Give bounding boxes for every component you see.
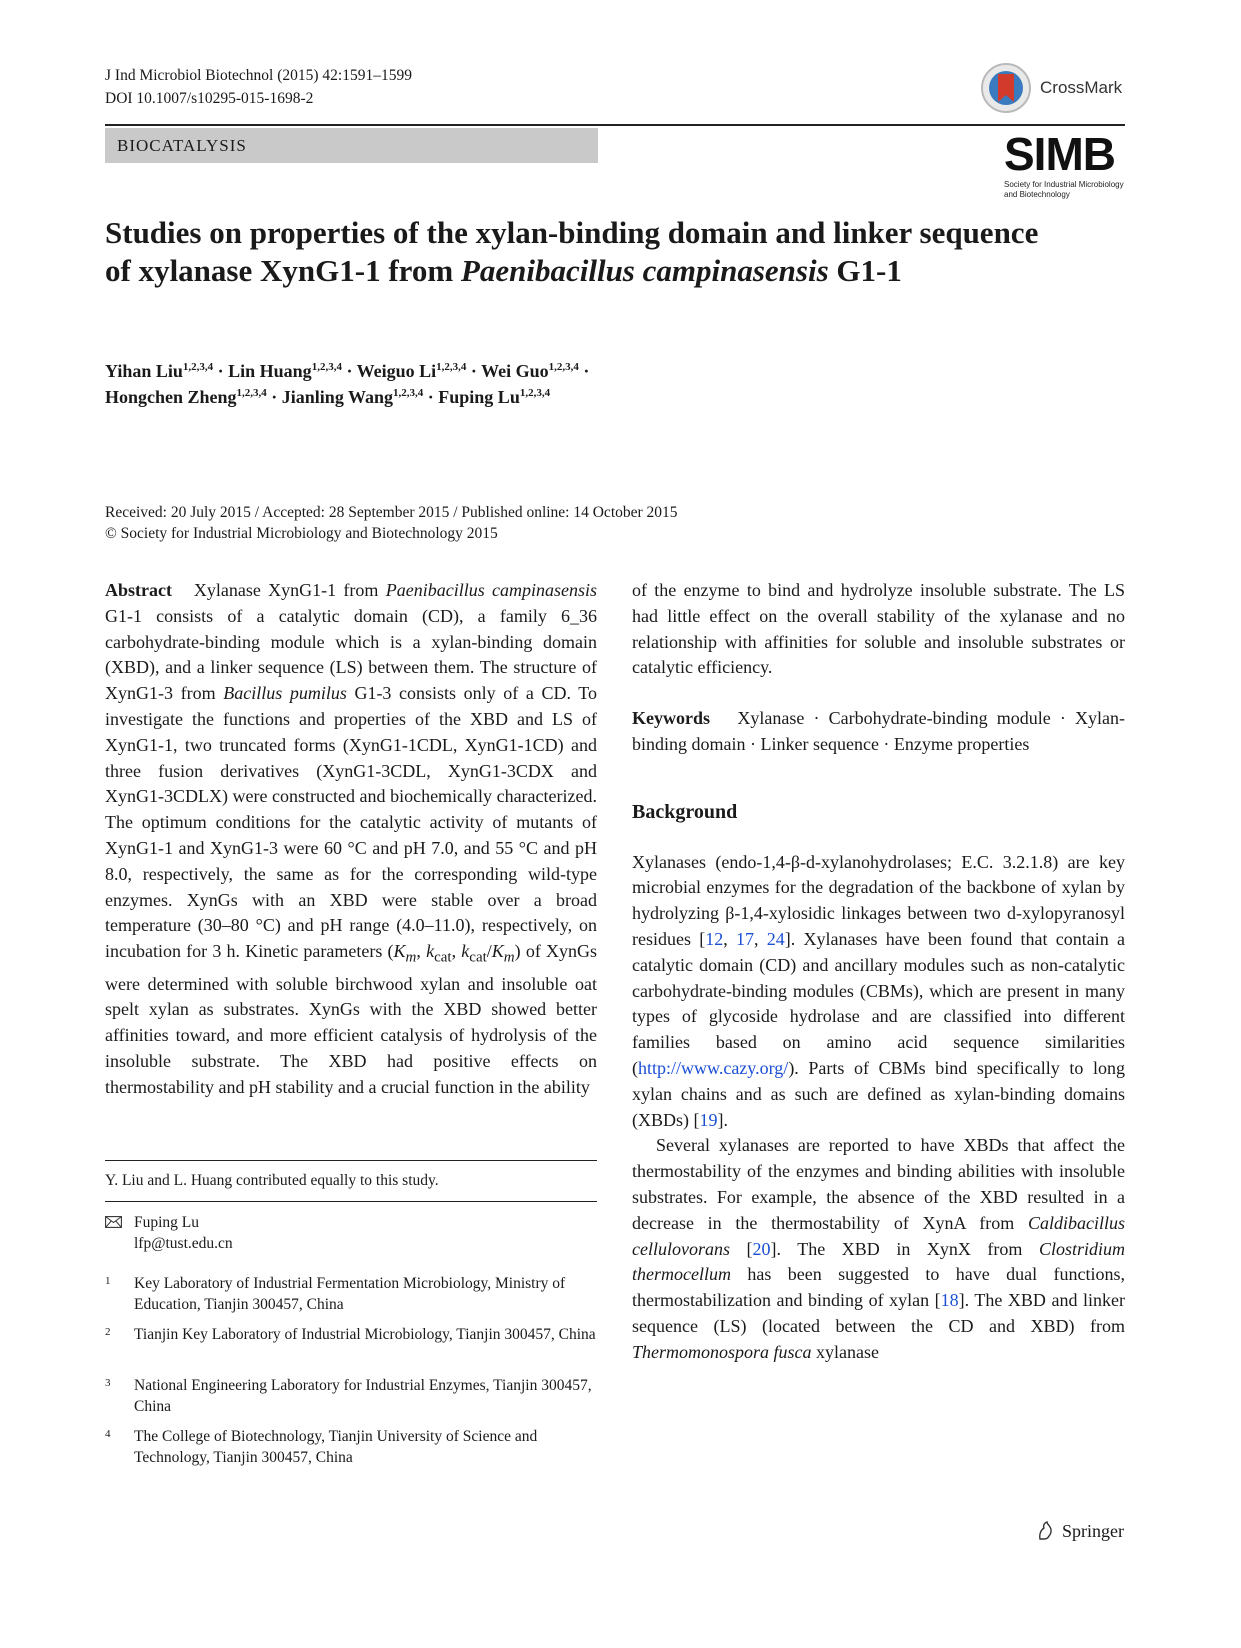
copyright-line: © Society for Industrial Microbiology and Biotechnology 2015 [105,525,498,542]
abstract-label: Abstract [105,580,172,600]
abstract-i1: Paenibacillus campinasensis [385,580,597,600]
kcat-symbol-2: k [461,941,470,962]
author-name[interactable]: Lin Huang [228,361,312,381]
doi-line: DOI 10.1007/s10295-015-1698-2 [105,90,314,107]
bg-p2-d: has been suggested to have dual functions, thermostabilization and binding of xylan [ [632,1264,1125,1311]
bg-p1-c: ). Parts of CBMs bind specifically to long xylan chains and as such are defined as xylan-binding domains (XBDs) [ [632,1057,1125,1130]
abstract [105,578,597,1101]
simb-logo [1004,128,1126,200]
title-part-1: Studies on properties of the xylan-binding domain and linker sequence of xylanase XynG1-1 from [105,215,1039,288]
affiliation-text: National Engineering Laboratory for Industrial Enzymes, Tianjin 300457, China [134,1377,592,1415]
bg-p2-b: [ [729,1238,753,1259]
abstract-sep-2: , [451,941,462,962]
author-affiliation: 1,2,3,4 [311,361,342,373]
author-name[interactable]: Yihan Liu [105,361,183,381]
affiliation-number: 4 [105,1428,111,1440]
km-subscript: m [405,949,417,966]
springer-horse-icon [1034,1520,1056,1542]
kcat-subscript: cat [434,949,452,966]
article-title [105,214,1045,290]
bg-c2: , [754,928,767,949]
abstract-t4: ) of XynGs were determined with soluble birchwood xylan and insoluble oat spelt xylan as substrates. XynGs with the XBD showed better affinities toward, and more efficient catalysis of hydrolysis of the insoluble substrate. The XBD had positive effects on thermostability and pH stability and a crucial function in the ability [105,941,598,1097]
abstract-text [105,578,597,1101]
author-name[interactable]: Hongchen Zheng [105,387,237,407]
author-name[interactable]: Fuping Lu [438,387,520,407]
journal-line: J Ind Microbiol Biotechnol (2015) 42:1591–1599 [105,67,412,84]
simb-subtitle [1004,180,1126,200]
bg-p2-c: ]. The XBD in XynX from [770,1238,1039,1259]
affiliation-text: The College of Biotechnology, Tianjin University of Science and Technology, Tianjin 300457, China [134,1428,538,1466]
affiliation-1 [105,1273,597,1315]
author-line-1: Yihan Liu$^{1,2,3,4}$ · Lin Huang$^{1,2,3,4}$ · Weiguo Li$^{1,2,3,4}$ · Wei Guo$^{1,2,3,4}$ · [105,361,590,381]
crossmark-badge[interactable] [980,62,1125,116]
affiliation-text: Key Laboratory of Industrial Fermentation Microbiology, Ministry of Education, Tianjin 300457, China [134,1275,566,1313]
publisher-mark [1034,1520,1124,1542]
ref-24-link[interactable]: 24 [766,928,785,949]
received-line: Received: 20 July 2015 / Accepted: 28 September 2015 / Published online: 14 October 2015 [105,504,678,521]
corresponding-email[interactable]: lfp@tust.edu.cn [134,1235,233,1252]
corresponding-author [105,1212,597,1254]
affiliation-2 [105,1324,597,1345]
crossmark-label: CrossMark [1040,78,1123,97]
abstract-i2: Bacillus pumilus [223,683,347,704]
author-list [105,358,1005,410]
ref-18-link[interactable]: 18 [940,1290,959,1311]
affiliation-3 [105,1375,597,1417]
simb-sub-line-1: Society for Industrial Microbiology [1004,180,1124,189]
bg-italic-ct: Clostridium thermocellum [632,1238,1125,1285]
ref-17-link[interactable]: 17 [736,928,755,949]
kcat-symbol: k [426,941,435,962]
section-label: BIOCATALYSIS [105,128,598,163]
km-symbol-2: K [491,941,504,962]
background-heading: Background [632,800,738,823]
cazy-url-link[interactable]: http://www.cazy.org/ [638,1057,789,1078]
bg-c1: , [723,928,737,949]
keywords-label: Keywords [632,708,710,729]
title-part-2: G1-1 [828,253,902,288]
crossmark-icon [980,62,1032,114]
equal-contribution-note: Y. Liu and L. Huang contributed equally to this study. [105,1172,439,1189]
bg-italic-tf: Thermomonospora fusca [632,1341,812,1362]
affiliation-number: 2 [105,1326,111,1338]
bg-p1-b: ]. Xylanases have been found that contain a catalytic domain (CD) and ancillary modules such as non-catalytic carbohydrate-binding modules (CBMs), which are present in many types of glycoside hydrolase and are classified into different families based on amino acid sequence similarities ( [632,928,1126,1078]
envelope-icon [105,1216,122,1228]
bg-p1-a: Xylanases (endo-1,4-β-d-xylanohydrolases; E.C. 3.2.1.8) are key microbial enzymes for the degradation of the backbone of xylan by hydrolyzing β-1,4-xylosidic linkages between two d-xylopyranosyl residues [ [632,851,1125,949]
abstract-t2: G1-1 consists of a catalytic domain (CD), a family 6_36 carbohydrate-binding module which is a xylan-binding domain (XBD), and a linker sequence (LS) between them. The structure of XynG1-3 from [105,605,597,704]
affiliation-4 [105,1426,597,1468]
author-affiliation: 1,2,3,4 [519,387,551,399]
bg-italic-cc: Caldibacillus cellulovorans [632,1212,1125,1259]
abstract-t1: Xylanase XynG1-1 from [193,580,386,600]
abstract-slash: / [486,941,492,962]
affiliation-text: Tianjin Key Laboratory of Industrial Microbiology, Tianjin 300457, China [134,1326,596,1343]
affiliation-number: 1 [105,1275,111,1287]
footnote-rule-1 [105,1160,597,1161]
background-paragraph-2 [632,1133,1125,1365]
author-name[interactable]: Jianling Wang [281,387,394,407]
journal-citation [105,64,412,110]
publication-dates [105,502,678,544]
bg-p2-f: xylanase [811,1341,879,1362]
kcat-subscript-2: cat [469,949,487,966]
abstract-text-continued: of the enzyme to bind and hydrolyze insoluble substrate. The LS had little effect on the overall stability of the xylanase and no relationship with affinities for soluble and insoluble substrates or catalytic efficiency. [632,580,1125,678]
abstract-continued [632,578,1125,681]
background-paragraph-1 [632,850,1125,1134]
bg-p2-a: Several xylanases are reported to have XBDs that affect the thermostability of the enzymes and binding abilities with insoluble substrates. For example, the absence of the XBD resulted in a decrease in the thermostability of XynA from [632,1135,1125,1233]
km-subscript-2: m [503,949,515,966]
author-affiliation: 1,2,3,4 [436,361,467,373]
author-name[interactable]: Wei Guo [481,361,549,381]
author-line-2: Hongchen Zheng$^{1,2,3,4}$ · Jianling Wang$^{1,2,3,4}$ · Fuping Lu$^{1,2,3,4}$ [105,387,551,407]
ref-12-link[interactable]: 12 [705,928,724,949]
author-affiliation: 1,2,3,4 [182,361,214,373]
km-symbol: K [393,941,406,962]
author-affiliation: 1,2,3,4 [393,387,424,399]
abstract-t3: G1-3 consists only of a CD. To investigate the functions and properties of the XBD and LS of XynG1-1, two truncated forms (XynG1-1CDL, XynG1-1CD) and three fusion derivatives (XynG1-3CDL, XynG1-3CDX and XynG1-3CDLX) were constructed and biochemically characterized. The optimum conditions for the catalytic activity of mutants of XynG1-1 and XynG1-3 were 60 °C and pH 7.0, and 55 °C and pH 8.0, respectively, the same as for the corresponding wild-type enzymes. XynGs with an XBD were stable over a broad temperature (30–80 °C) and pH range (4.0–11.0), respectively, on incubation for 3 h. Kinetic parameters ( [105,683,598,962]
keywords-text: Xylanase · Carbohydrate-binding module · Xylan-binding domain · Linker sequence · Enzyme properties [632,708,1125,754]
publisher-name: Springer [1062,1520,1124,1541]
author-name[interactable]: Weiguo Li [356,361,437,381]
footnote-rule-2 [105,1201,597,1202]
author-affiliation: 1,2,3,4 [236,387,267,399]
author-affiliation: 1,2,3,4 [548,361,579,373]
ref-19-link[interactable]: 19 [699,1109,718,1130]
right-column [632,578,1125,1366]
bg-p2-e: ]. The XBD and linker sequence (LS) (located between the CD and XBD) from [632,1290,1125,1336]
affiliation-number: 3 [105,1377,111,1389]
simb-logo-text: SIMB [1004,128,1115,180]
abstract-sep-1: , [416,941,427,962]
corresponding-name: Fuping Lu [134,1214,200,1231]
header-rule [105,124,1125,126]
ref-20-link[interactable]: 20 [752,1238,771,1259]
simb-sub-line-2: and Biotechnology [1004,190,1070,199]
title-italic: Paenibacillus campinasensis [460,253,829,288]
bg-p1-d: ]. [717,1109,728,1130]
keywords [632,706,1125,758]
